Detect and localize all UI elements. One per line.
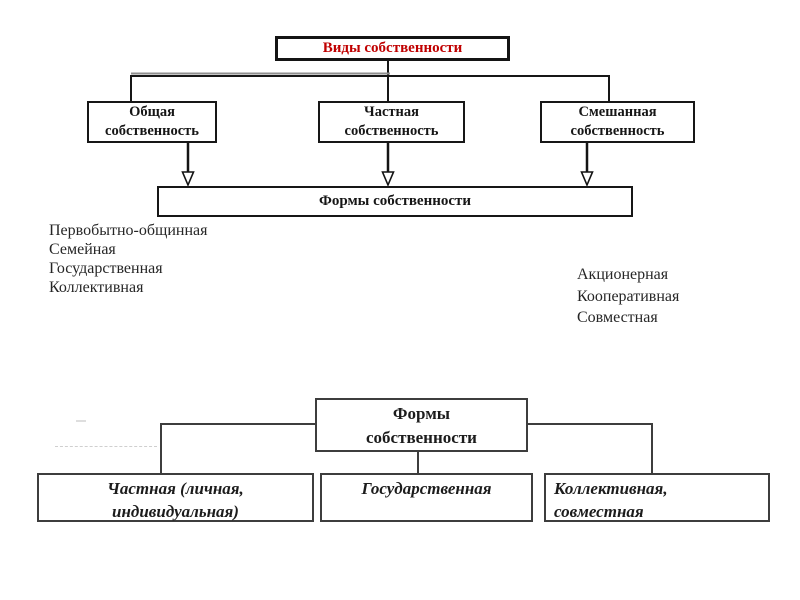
private-personal-label-line2: индивидуальная) [112, 502, 239, 521]
list-item-primitive-communal: Первобытно-общинная [49, 222, 208, 239]
list-item-cooperative: Кооперативная [577, 287, 680, 305]
common-ownership-label-line2: собственность [105, 123, 199, 139]
state-ownership-box [320, 473, 533, 522]
forms-of-ownership-wide-label: Формы собственности [318, 193, 472, 209]
collective-joint-label-line1: Коллективная, [554, 479, 668, 498]
forms-root2-label-line1: Формы [392, 404, 451, 423]
faint-dot-artifact [76, 420, 86, 422]
forms-of-ownership-root-box-2 [315, 398, 528, 452]
forms-list-left [49, 221, 207, 297]
forms-of-ownership-wide-box [157, 186, 633, 217]
list-item-joint: Совместная [577, 309, 658, 326]
mixed-ownership-label-line2: собственность [570, 123, 665, 139]
list-item-collective: Коллективная [49, 279, 144, 296]
forms-list-right [577, 264, 679, 329]
bottom-right-connector [528, 424, 652, 473]
list-item-joint-stock: Акционерная [577, 266, 669, 283]
mixed-ownership-box [540, 101, 695, 143]
private-ownership-box [318, 101, 465, 143]
common-ownership-label-line1: Общая [129, 104, 175, 120]
collective-joint-box [544, 473, 770, 522]
list-item-state: Государственная [49, 260, 163, 277]
private-personal-individual-box [37, 473, 314, 522]
state-ownership-label-line1: Государственная [361, 479, 492, 498]
faint-dashed-artifact [55, 446, 157, 447]
collective-joint-label-line2: совместная [554, 502, 644, 521]
forms-root2-label-line2: собственности [366, 428, 477, 447]
arrow-head-left [183, 172, 194, 185]
mixed-ownership-label-line1: Смешанная [578, 104, 657, 120]
types-of-ownership-root-box [275, 36, 510, 61]
common-ownership-box [87, 101, 217, 143]
arrow-head-right [582, 172, 593, 185]
bottom-left-connector [161, 424, 315, 473]
private-personal-label-line1: Частная (личная, [107, 479, 244, 498]
arrow-head-center [383, 172, 394, 185]
list-item-family: Семейная [49, 241, 116, 258]
types-of-ownership-root-label: Виды собственности [322, 40, 463, 56]
private-ownership-label-line2: собственность [344, 123, 439, 139]
private-ownership-label-line1: Частная [364, 104, 419, 120]
